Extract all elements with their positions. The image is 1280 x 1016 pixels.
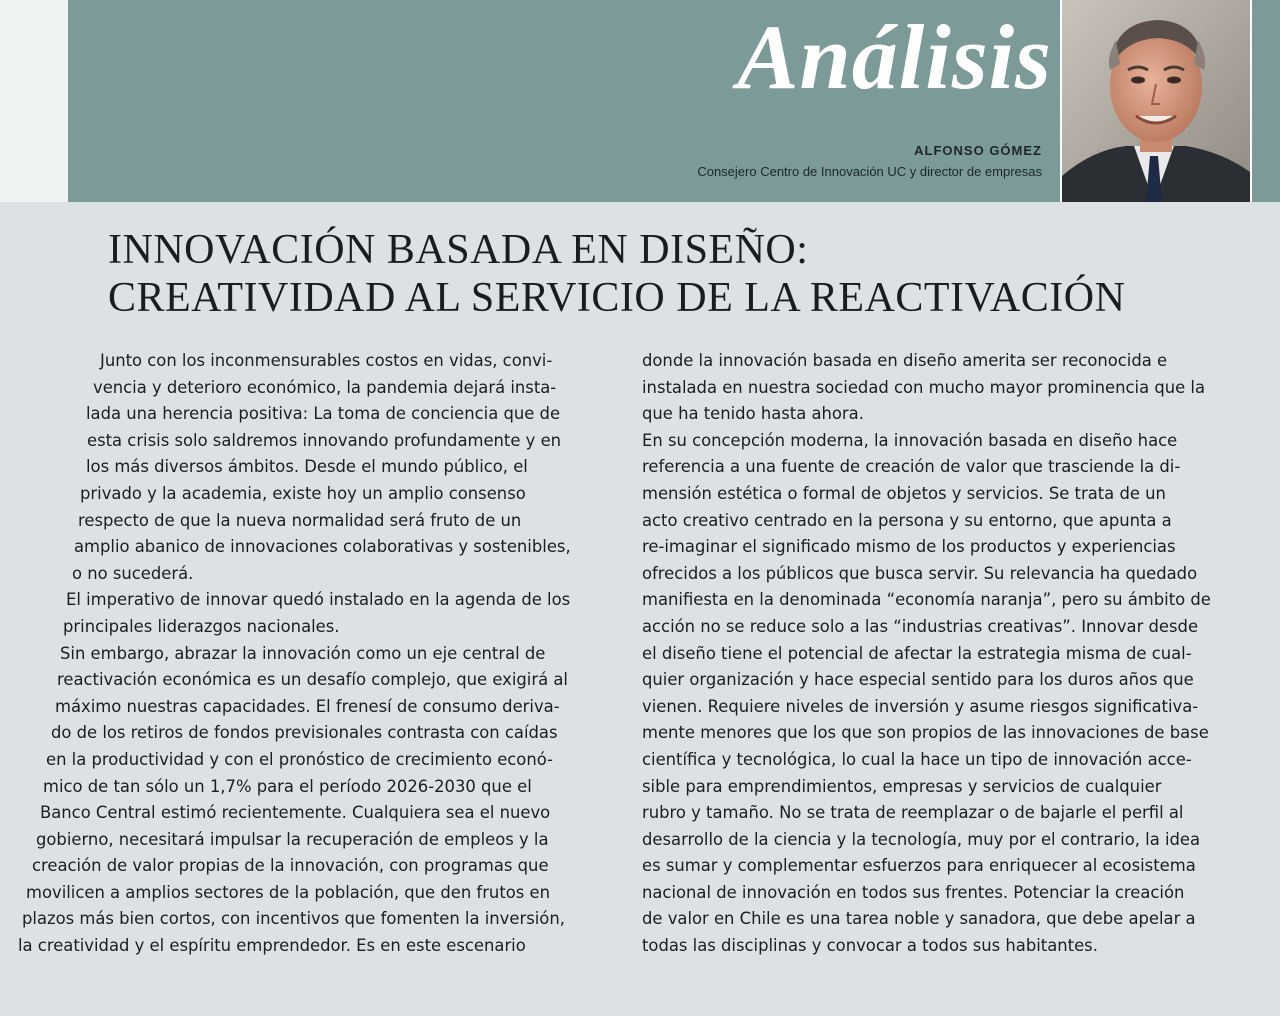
text-line: El imperativo de innovar quedó instalado en la agenda de los (66, 590, 571, 610)
text-line: re-imaginar el significado mismo de los productos y experiencias (642, 537, 1176, 557)
text-line: lada una herencia positiva: La toma de conciencia que de (86, 404, 561, 424)
text-line: manifiesta en la denominada “economía naranja”, pero su ámbito de (642, 590, 1211, 610)
text-line: plazos más bien cortos, con incentivos que fomenten la inversión, (22, 909, 565, 929)
section-title: Análisis (737, 6, 1052, 108)
text-line: mico de tan sólo un 1,7% para el período 2026-2030 que el (43, 776, 532, 796)
text-line: creación de valor propias de la innovación, con programas que (32, 856, 549, 876)
text-line: sible para emprendimientos, empresas y servicios de cualquier (642, 776, 1162, 796)
text-line: la creatividad y el espíritu emprendedor. Es en este escenario (18, 936, 526, 956)
text-line: de valor en Chile es una tarea noble y sanadora, que debe apelar a (642, 909, 1196, 929)
text-line: nacional de innovación en todos sus frentes. Potenciar la creación (642, 882, 1185, 902)
article-headline (108, 226, 1125, 322)
author-role: Consejero Centro de Innovación UC y director de empresas (697, 164, 1042, 179)
text-line: En su concepción moderna, la innovación basada en diseño hace (642, 430, 1178, 450)
author-portrait-icon (1062, 0, 1250, 202)
text-line: gobierno, necesitará impulsar la recuperación de empleos y la (36, 829, 549, 849)
text-line: los más diversos ámbitos. Desde el mundo público, el (86, 457, 528, 477)
text-line: acto creativo centrado en la persona y su entorno, que apunta a (642, 510, 1172, 530)
text-line: Sin embargo, abrazar la innovación como un eje central de (60, 643, 546, 663)
text-line: reactivación económica es un desafío complejo, que exigirá al (57, 670, 568, 690)
text-line: mensión estética o formal de objetos y servicios. Se trata de un (642, 483, 1166, 503)
text-line: desarrollo de la ciencia y la tecnología, muy por el contrario, la idea (642, 829, 1201, 849)
text-line: todas las disciplinas y convocar a todos sus habitantes. (642, 936, 1098, 956)
text-line: instalada en nuestra sociedad con mucho mayor prominencia que la (642, 377, 1206, 397)
text-line: respecto de que la nueva normalidad será fruto de un (78, 510, 522, 530)
text-line: que ha tenido hasta ahora. (642, 404, 864, 424)
text-line: en la productividad y con el pronóstico de crecimiento econó- (46, 749, 553, 769)
text-line: referencia a una fuente de creación de valor que trasciende la di- (642, 457, 1181, 477)
headline-line: CREATIVIDAD AL SERVICIO DE LA REACTIVACIÓN (108, 275, 1126, 321)
text-line: o no sucederá. (72, 563, 194, 583)
text-line: donde la innovación basada en diseño amerita ser reconocida e (642, 351, 1168, 370)
text-line: principales liderazgos nacionales. (63, 616, 340, 636)
header-left-stripe (0, 0, 68, 202)
header-right-edge (1252, 0, 1280, 202)
text-line: acción no se reduce solo a las “industrias creativas”. Innovar desde (642, 616, 1199, 636)
text-line: científica y tecnológica, lo cual la hace un tipo de innovación acce- (642, 749, 1192, 769)
text-line: es sumar y complementar esfuerzos para enriquecer al ecosistema (642, 856, 1196, 876)
text-line: amplio abanico de innovaciones colaborativas y sostenibles, (74, 537, 571, 557)
headline-line: INNOVACIÓN BASADA EN DISEÑO: (108, 227, 809, 273)
text-line: quier organización y hace especial sentido para los duros años que (642, 670, 1194, 690)
text-line: Junto con los inconmensurables costos en vidas, convi- (100, 351, 553, 370)
text-line: privado y la academia, existe hoy un amplio consenso (80, 483, 526, 503)
text-line: máximo nuestras capacidades. El frenesí de consumo deriva- (55, 696, 560, 716)
author-name: ALFONSO GÓMEZ (914, 143, 1042, 158)
text-line: mente menores que los que son propios de las innovaciones de base (642, 723, 1209, 743)
text-line: vienen. Requiere niveles de inversión y asume riesgos significativa- (642, 696, 1199, 716)
text-line: rubro y tamaño. No se trata de reemplazar o de bajarle el perfil al (642, 803, 1184, 823)
author-photo (1060, 0, 1252, 202)
text-line: movilicen a amplios sectores de la población, que den frutos en (26, 882, 550, 902)
article-column-left (0, 348, 625, 960)
text-line: esta crisis solo saldremos innovando profundamente y en (87, 430, 562, 450)
text-line: Banco Central estimó recientemente. Cualquiera sea el nuevo (40, 803, 551, 823)
article-column-right (642, 348, 1267, 960)
text-line: el diseño tiene el potencial de afectar la estrategia misma de cual- (642, 643, 1192, 663)
text-line: ofrecidos a los públicos que busca servir. Su relevancia ha quedado (642, 563, 1198, 583)
text-line: vencia y deterioro económico, la pandemia dejará insta- (93, 377, 557, 397)
text-line: do de los retiros de fondos previsionales contrasta con caídas (51, 723, 558, 743)
